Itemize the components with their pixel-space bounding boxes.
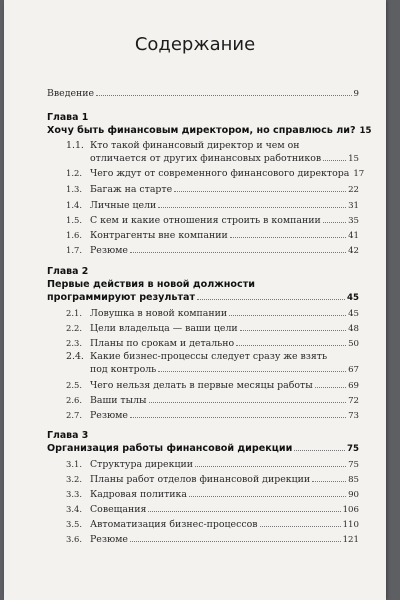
dot-leader [130,252,346,253]
entry-number: 1.6. [66,230,82,240]
entry-title: Резюме [90,410,128,421]
entry-title: Цели владельца — ваши цели [90,323,238,334]
entry-page: 22 [348,185,359,195]
dot-leader [130,417,346,418]
entry-number: 3.4. [66,504,82,514]
toc-entry-1-2 [66,167,365,180]
dot-leader [294,450,345,451]
entry-page: 35 [348,216,359,226]
toc-entry-2-4-line1: Какие бизнес-процессы следует сразу же взять [90,351,328,362]
toc-entry-1-1-line1: Кто такой финансовый директор и чем он [90,140,300,151]
entry-page: 50 [348,339,359,349]
toc-entry-2-4 [90,364,359,376]
entry-title: Чего нельзя делать в первые месяцы работы [90,380,313,391]
entry-title: Планы работ отделов финансовой дирекции [90,474,311,485]
entry-title: Ваши тылы [90,395,147,406]
dot-leader [148,511,340,512]
entry-title: Совещания [90,504,147,515]
entry-number: 2.6. [66,395,82,405]
entry-page: 41 [348,231,359,241]
entry-title: Контрагенты вне компании [90,230,228,241]
chapter-1-label: Глава 1 [47,112,89,123]
entry-number: 3.3. [66,489,82,499]
entry-page: 17 [353,169,365,179]
entry-page: 106 [342,505,359,515]
dot-leader [195,466,346,467]
entry-number: 1.2. [66,168,82,178]
toc-entry-2-1 [66,307,359,320]
dot-leader [240,330,346,331]
entry-page: 110 [342,520,359,530]
entry-number: 1.3. [66,184,82,194]
entry-title: отличается от других финансовых работников [90,153,322,164]
entry-page: 48 [348,324,359,334]
toc-entry-intro [47,88,359,100]
entry-number: 2.2. [66,323,82,333]
toc-num-1-1: 1.1. [66,140,84,151]
dot-leader [149,402,347,403]
chapter-2-title-line1: Первые действия в новой должности [47,279,255,290]
entry-page: 72 [348,396,359,406]
entry-page: 67 [348,365,359,375]
toc-entry-2-5 [66,379,359,392]
entry-page: 85 [348,475,359,485]
dot-leader [229,315,346,316]
toc-entry-2-7 [66,409,359,422]
entry-number: 2.7. [66,410,82,420]
dot-leader [189,496,346,497]
toc-entry-3-5 [66,518,359,531]
chapter-3-label: Глава 3 [47,430,89,441]
page-title: Содержание [134,34,256,55]
toc-entry-1-1 [90,153,359,165]
entry-page: 69 [348,381,359,391]
chapter-3-title-row [47,443,359,455]
chapter-2-title-line2: программируют результат [47,292,196,303]
entry-number: 3.1. [66,459,82,469]
chapter-3-title: Организация работы финансовой дирекции [47,443,293,454]
entry-page: 121 [342,535,359,545]
chapter-1-page: 15 [359,126,372,136]
dot-leader [158,371,346,372]
entry-number: 2.5. [66,380,82,390]
entry-number: 2.3. [66,338,82,348]
entry-title: под контроль [90,364,157,375]
entry-page: 15 [348,154,359,164]
entry-title: Резюме [90,534,128,545]
chapter-2-label: Глава 2 [47,266,89,277]
entry-title: Багаж на старте [90,184,173,195]
toc-entry-1-7 [66,244,359,257]
toc-entry-2-6 [66,394,359,407]
entry-page: 42 [348,246,359,256]
dot-leader [174,191,346,192]
chapter-1-title-row [47,125,372,137]
entry-page: 31 [348,201,359,211]
entry-number: 1.5. [66,215,82,225]
entry-title: Введение [47,88,95,99]
entry-title: Чего ждут от современного финансового директора [90,168,350,179]
toc-entry-1-5 [66,214,359,227]
chapter-2-title-row [47,292,359,304]
entry-page: 45 [348,309,359,319]
book-page [4,0,386,600]
entry-title: С кем и какие отношения строить в компании [90,215,321,226]
dot-leader [197,299,345,300]
toc-entry-1-4 [66,199,359,212]
toc-entry-3-3 [66,488,359,501]
entry-title: Планы по срокам и детально [90,338,235,349]
dot-leader [323,222,346,223]
toc-entry-3-4 [66,503,359,516]
entry-title: Ловушка в новой компании [90,308,228,319]
chapter-1-title: Хочу быть финансовым директором, но справлюсь ли? [47,125,356,136]
entry-number: 3.5. [66,519,82,529]
entry-number: 2.1. [66,308,82,318]
entry-number: 3.6. [66,534,82,544]
dot-leader [158,207,346,208]
entry-title: Кадровая политика [90,489,188,500]
toc-num-2-4: 2.4. [66,351,84,362]
entry-page: 9 [353,89,359,99]
entry-page: 73 [348,411,359,421]
dot-leader [130,541,341,542]
dot-leader [260,526,341,527]
entry-title: Личные цели [90,200,157,211]
chapter-3-page: 75 [347,444,359,454]
entry-page: 75 [348,460,359,470]
entry-number: 1.7. [66,245,82,255]
toc-entry-2-2 [66,322,359,335]
entry-title: Резюме [90,245,128,256]
dot-leader [96,95,351,96]
dot-leader [315,387,346,388]
toc-entry-3-2 [66,473,359,486]
toc-entry-1-6 [66,229,359,242]
chapter-2-page: 45 [347,293,359,303]
entry-number: 3.2. [66,474,82,484]
dot-leader [230,237,346,238]
toc-entry-2-3 [66,337,359,350]
toc-entry-1-3 [66,183,359,196]
toc-entry-3-1 [66,458,359,471]
toc-entry-3-6 [66,533,359,546]
entry-number: 1.4. [66,200,82,210]
entry-title: Автоматизация бизнес-процессов [90,519,258,530]
dot-leader [236,345,346,346]
entry-title: Структура дирекции [90,459,193,470]
dot-leader [323,160,346,161]
dot-leader [312,481,346,482]
entry-page: 90 [348,490,359,500]
